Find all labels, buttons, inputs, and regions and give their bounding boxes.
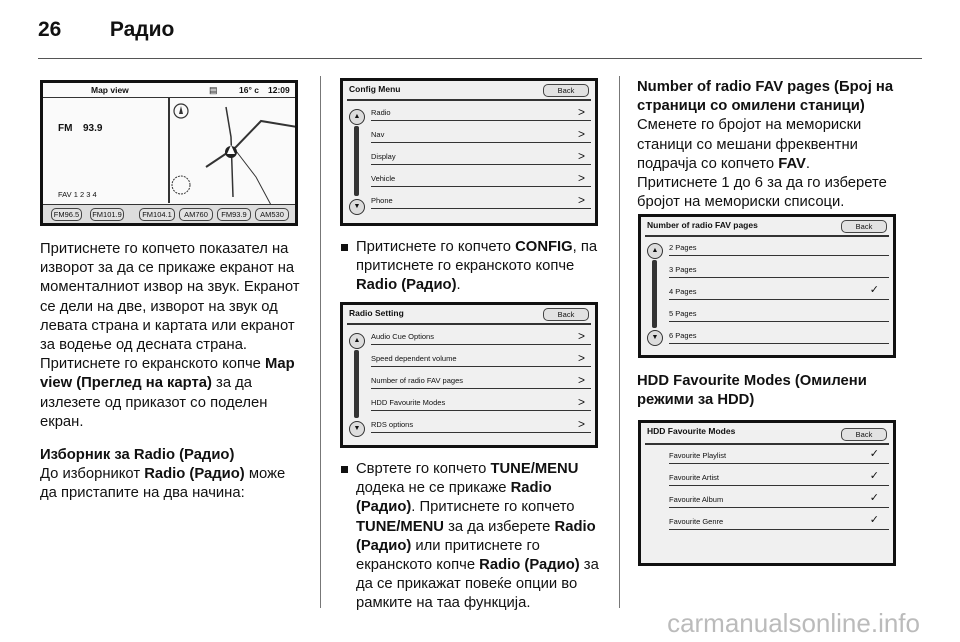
option-6-pages[interactable]: 6 Pages (669, 327, 889, 344)
screen-title: Number of radio FAV pages (647, 220, 758, 230)
chevron-right-icon: > (577, 395, 585, 409)
scroll-up-icon[interactable]: ▲ (349, 333, 365, 349)
column-divider (619, 76, 620, 608)
bullet-1 (340, 238, 605, 296)
temperature: 16° c (239, 85, 259, 95)
option-5-pages[interactable]: 5 Pages (669, 305, 889, 322)
option-3-pages[interactable]: 3 Pages (669, 261, 889, 278)
column-3-text (637, 78, 907, 212)
menu-item-radio[interactable]: Radio > (371, 104, 591, 121)
bullet-item: Притиснете го копчето CONFIG, па притиснете го екранското копче Radio (Радио). (340, 238, 605, 296)
mode-favourite-artist[interactable]: Favourite Artist ✓ (669, 469, 889, 486)
clipboard-icon: ▤ (209, 85, 218, 95)
fav-pages-screenshot (638, 214, 896, 358)
preset-button[interactable]: FM104.1 (139, 208, 175, 221)
band-label: FM (58, 123, 73, 134)
mode-favourite-genre[interactable]: Favourite Genre ✓ (669, 513, 889, 530)
menu-item-audio-cue[interactable]: Audio Cue Options > (371, 328, 591, 345)
chevron-right-icon: > (577, 127, 585, 141)
bullet-item: Свртете го копчето TUNE/MENU додека не се прикаже Radio (Радио). Притиснете го копчето TUNE/MENU за да изберете Radio (Радио) или притиснете го екранското копче Radio (Радио) за да се прикажат повеќе опции во рамките на таа функција. (340, 460, 605, 614)
checkmark-icon: ✓ (869, 492, 879, 504)
chevron-right-icon: > (577, 105, 585, 119)
column-divider (320, 76, 321, 608)
scrollbar[interactable] (652, 260, 657, 328)
bullet-icon (341, 466, 348, 473)
page-header (38, 18, 174, 42)
preset-button[interactable]: FM101.9 (90, 208, 124, 221)
preset-button[interactable]: AM530 (255, 208, 289, 221)
menu-item-phone[interactable]: Phone > (371, 192, 591, 209)
chevron-right-icon: > (577, 373, 585, 387)
road-line (233, 147, 271, 205)
map-area (171, 97, 295, 205)
preset-button[interactable]: FM93.9 (217, 208, 251, 221)
scrollbar[interactable] (354, 126, 359, 196)
column-3-heading (637, 372, 907, 410)
subheading: Изборник за Radio (Радио) (40, 447, 235, 464)
scroll-down-icon[interactable]: ▼ (349, 421, 365, 437)
menu-item-vehicle[interactable]: Vehicle > (371, 170, 591, 187)
back-button[interactable]: Back (841, 428, 887, 441)
paragraph: Притиснете го копчето показател на изворот за да се прикаже екранот на моменталниот извор на звук. Екранот се дели на две, изворот на звук од левата страна и картата или екранот за водење од десната страна. Притиснете го екранското копче Map view (Преглед на карта) за да излезете од приказот со поделен екран. (40, 241, 300, 430)
split-divider (168, 97, 170, 203)
preset-bar (43, 204, 295, 223)
title-divider (347, 99, 591, 101)
compass-needle-icon (179, 106, 183, 114)
paragraph: Притиснете 1 до 6 за да го изберете бројот на мемориски списоци. (637, 175, 887, 211)
map-view-screenshot (40, 80, 298, 226)
scrollbar[interactable] (354, 350, 359, 418)
title-divider (347, 323, 591, 325)
watermark: carmanualsonline.info (667, 608, 920, 638)
screen-title: HDD Favourite Modes (647, 426, 736, 436)
chevron-right-icon: > (577, 351, 585, 365)
screen-title: Radio Setting (349, 308, 404, 318)
mode-favourite-playlist[interactable]: Favourite Playlist ✓ (669, 447, 889, 464)
menu-item-speed-volume[interactable]: Speed dependent volume > (371, 350, 591, 367)
scroll-down-icon[interactable]: ▼ (647, 330, 663, 346)
map-top-bar (43, 83, 295, 98)
chevron-right-icon: > (577, 149, 585, 163)
subheading: Number of radio FAV pages (Број на страници со омилени станици) (637, 79, 894, 115)
header-rule (38, 58, 922, 59)
title-divider (645, 235, 889, 237)
mode-favourite-album[interactable]: Favourite Album ✓ (669, 491, 889, 508)
title-divider (645, 443, 889, 445)
config-menu-screenshot (340, 78, 598, 226)
paragraph: До изборникот Radio (Радио) може да пристапите на два начина: (40, 466, 286, 502)
chevron-right-icon: > (577, 171, 585, 185)
bullet-2 (340, 460, 605, 614)
subheading: HDD Favourite Modes (Омилени режими за HDD) (637, 373, 867, 409)
page-number: 26 (38, 18, 62, 41)
section-title: Радио (109, 18, 175, 41)
chevron-right-icon: > (577, 329, 585, 343)
road-line (206, 121, 295, 167)
menu-item-hdd-modes[interactable]: HDD Favourite Modes > (371, 394, 591, 411)
menu-item-rds-options[interactable]: RDS options > (371, 416, 591, 433)
checkmark-icon: ✓ (869, 284, 879, 296)
option-4-pages[interactable]: 4 Pages ✓ (669, 283, 889, 300)
chevron-right-icon: > (577, 417, 585, 431)
screen-title: Config Menu (349, 84, 401, 94)
back-button[interactable]: Back (543, 84, 589, 97)
checkmark-icon: ✓ (869, 448, 879, 460)
preset-button[interactable]: FM96.5 (51, 208, 82, 221)
scroll-up-icon[interactable]: ▲ (647, 243, 663, 259)
checkmark-icon: ✓ (869, 470, 879, 482)
checkmark-icon: ✓ (869, 514, 879, 526)
frequency: 93.9 (83, 123, 103, 134)
column-1-text (40, 240, 305, 504)
paragraph: Сменете го бројот на мемориски станици со мешани фреквентни подрачја со копчето FAV. (637, 117, 862, 172)
preset-button[interactable]: AM760 (179, 208, 213, 221)
hdd-modes-screenshot (638, 420, 896, 566)
menu-item-nav[interactable]: Nav > (371, 126, 591, 143)
map-title: Map view (91, 85, 129, 95)
option-2-pages[interactable]: 2 Pages (669, 239, 889, 256)
chevron-right-icon: > (577, 193, 585, 207)
scale-icon (172, 176, 190, 194)
radio-setting-screenshot (340, 302, 598, 448)
back-button[interactable]: Back (543, 308, 589, 321)
bullet-icon (341, 244, 348, 251)
fav-indicator: FAV 1 2 3 4 (58, 190, 97, 199)
clock: 12:09 (268, 85, 290, 95)
scroll-down-icon[interactable]: ▼ (349, 199, 365, 215)
scroll-up-icon[interactable]: ▲ (349, 109, 365, 125)
menu-item-display[interactable]: Display > (371, 148, 591, 165)
menu-item-fav-pages[interactable]: Number of radio FAV pages > (371, 372, 591, 389)
back-button[interactable]: Back (841, 220, 887, 233)
